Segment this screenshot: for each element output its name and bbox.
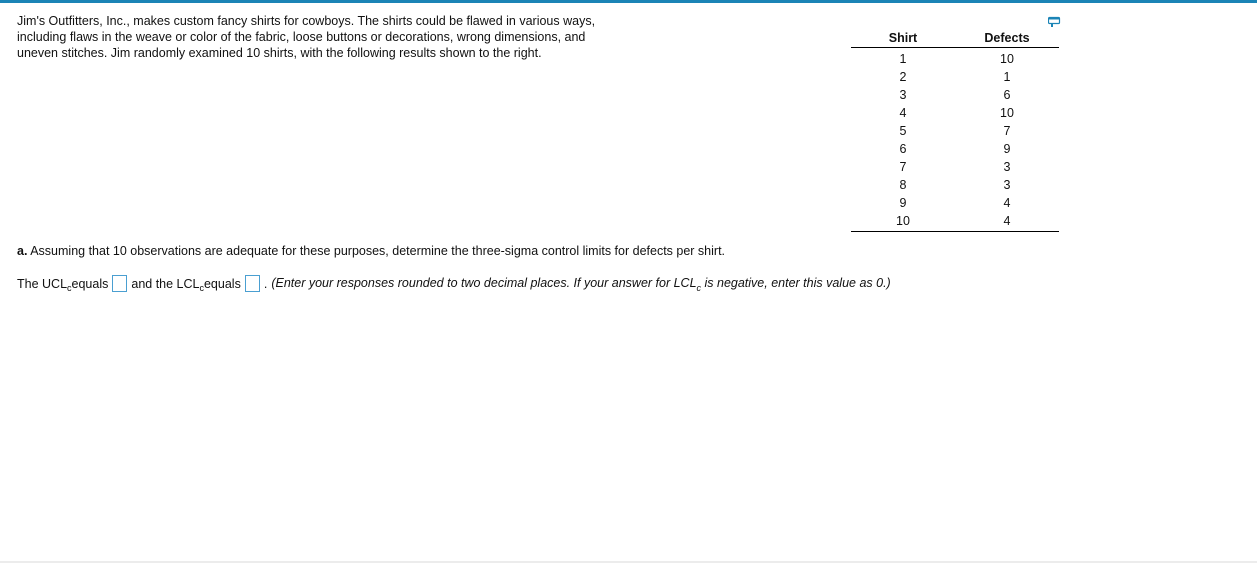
defects-table xyxy=(851,29,1059,232)
table-row xyxy=(851,212,1059,230)
instruction-text xyxy=(271,274,890,293)
shirt-cell: 3 xyxy=(899,88,907,102)
instruction-main: (Enter your responses rounded to two decimal places. If your answer for LCL xyxy=(271,276,697,290)
question-a xyxy=(17,243,725,259)
defects-cell: 7 xyxy=(1003,124,1011,138)
ucl-prefix: The UCL xyxy=(17,276,68,291)
defects-cell: 3 xyxy=(1003,160,1011,174)
table-header xyxy=(851,29,1059,48)
lcl-equals: equals xyxy=(203,276,241,291)
ucl-subscript: c xyxy=(67,282,72,293)
table-row xyxy=(851,104,1059,122)
table-row xyxy=(851,176,1059,194)
table-row xyxy=(851,50,1059,68)
data-table-icon[interactable] xyxy=(1048,15,1061,27)
table-row xyxy=(851,140,1059,158)
shirt-cell: 1 xyxy=(899,52,907,66)
defects-cell: 3 xyxy=(1003,178,1011,192)
shirt-cell: 4 xyxy=(899,106,907,120)
instruction-subscript: c xyxy=(696,283,702,293)
shirt-cell: 2 xyxy=(899,70,907,84)
question-a-text: Assuming that 10 observations are adequate for these purposes, determine the three-sigma control limits for defects per shirt. xyxy=(27,244,726,258)
table-body xyxy=(851,48,1059,232)
ucl-answer-input[interactable] xyxy=(112,275,127,292)
header-defects: Defects xyxy=(984,31,1030,45)
shirt-cell: 9 xyxy=(899,196,907,210)
lcl-answer-input[interactable] xyxy=(245,275,260,292)
period: . xyxy=(263,276,268,291)
table-row xyxy=(851,68,1059,86)
shirt-cell: 6 xyxy=(899,142,907,156)
lcl-prefix: and the LCL xyxy=(131,276,200,291)
defects-cell: 10 xyxy=(1000,52,1014,66)
table-row xyxy=(851,122,1059,140)
table-row xyxy=(851,194,1059,212)
bottom-divider xyxy=(0,561,1257,563)
lcl-subscript: c xyxy=(199,282,204,293)
shirt-cell: 8 xyxy=(899,178,907,192)
defects-cell: 9 xyxy=(1003,142,1011,156)
shirt-cell: 7 xyxy=(899,160,907,174)
problem-intro: Jim's Outfitters, Inc., makes custom fancy shirts for cowboys. The shirts could be flawed in various ways, including flaws in the weave or color of the fabric, loose buttons or decorations, wrong dimensions, and uneven stitches. Jim randomly examined 10 shirts, with the following results shown to the right. xyxy=(17,14,596,60)
defects-cell: 10 xyxy=(1000,106,1014,120)
shirt-cell: 5 xyxy=(899,124,907,138)
answer-line xyxy=(17,274,891,293)
instruction-tail: is negative, enter this value as 0.) xyxy=(701,276,891,290)
header-shirt: Shirt xyxy=(888,31,918,45)
table-row xyxy=(851,158,1059,176)
shirt-cell: 10 xyxy=(896,214,910,228)
table-row xyxy=(851,86,1059,104)
defects-cell: 6 xyxy=(1003,88,1011,102)
defects-cell: 4 xyxy=(1003,214,1011,228)
defects-cell: 1 xyxy=(1003,70,1011,84)
defects-cell: 4 xyxy=(1003,196,1011,210)
question-a-label: a. xyxy=(17,244,28,258)
top-accent-bar xyxy=(0,0,1257,3)
ucl-equals: equals xyxy=(71,276,109,291)
